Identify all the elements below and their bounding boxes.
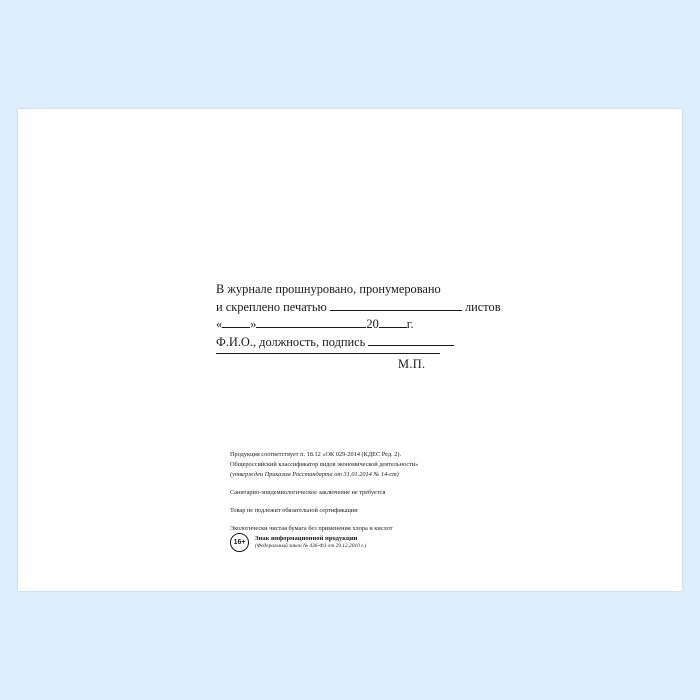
certification-line-1-text: В журнале прошнуровано, пронумеровано xyxy=(216,282,441,296)
legal-block xyxy=(230,450,530,542)
legal-paragraph-1-line-1: Продукция соответствует п. 18.12 «ОК 029-2014 (КДЕС Ред. 2). xyxy=(230,451,402,458)
document-page xyxy=(18,109,682,591)
legal-paragraph-4-text: Экологически чистая бумага без применения хлора и кислот xyxy=(230,524,393,532)
legal-paragraph-1-line-2: Общероссийский классификатор видов экономической деятельности» xyxy=(230,460,419,468)
date-quote-open: « xyxy=(216,317,223,332)
document-sheet xyxy=(18,109,682,591)
legal-paragraph-3-text: Товар не подлежит обязательной сертификации xyxy=(230,506,358,514)
legal-paragraph-3 xyxy=(230,506,530,516)
age-rating-text xyxy=(255,535,366,551)
age-rating-row xyxy=(230,533,366,552)
certification-line-2-suffix: листов xyxy=(464,299,501,314)
legal-paragraph-1 xyxy=(230,450,530,480)
age-rating-title: Знак информационной продукции xyxy=(255,534,358,542)
legal-paragraph-2 xyxy=(230,488,530,498)
day-blank-field[interactable] xyxy=(222,327,250,328)
year-suffix: г. xyxy=(406,317,414,332)
age-rating-subtitle: (Федеральный закон № 436-ФЗ от 29.12.2010 г.) xyxy=(255,543,367,550)
certification-line-4 xyxy=(216,334,546,352)
certification-line-2-prefix: и скреплено печатью xyxy=(216,299,327,314)
month-blank-field[interactable] xyxy=(256,327,366,328)
certification-line-3 xyxy=(216,316,546,334)
legal-paragraph-1-line-3: (утвержден Приказом Росстандарта от 31.01.2014 № 14-ст) xyxy=(230,470,399,478)
signature-underline xyxy=(216,353,440,354)
certification-line-2 xyxy=(216,299,546,317)
date-quote-close: » xyxy=(250,317,257,332)
seal-blank-field[interactable] xyxy=(330,310,462,311)
legal-paragraph-2-text: Санитарно-эпидемиологическое заключение не требуется xyxy=(230,488,386,496)
certification-block xyxy=(216,281,546,354)
certification-line-4-text: Ф.И.О., должность, подпись xyxy=(216,334,366,349)
year-prefix: 20 xyxy=(366,317,379,332)
signature-blank-field[interactable] xyxy=(368,345,454,346)
stamp-mark: М.П. xyxy=(398,357,426,371)
year-blank-field[interactable] xyxy=(379,327,407,328)
age-rating-badge-icon: 16+ xyxy=(230,533,249,552)
certification-line-1 xyxy=(216,281,546,299)
